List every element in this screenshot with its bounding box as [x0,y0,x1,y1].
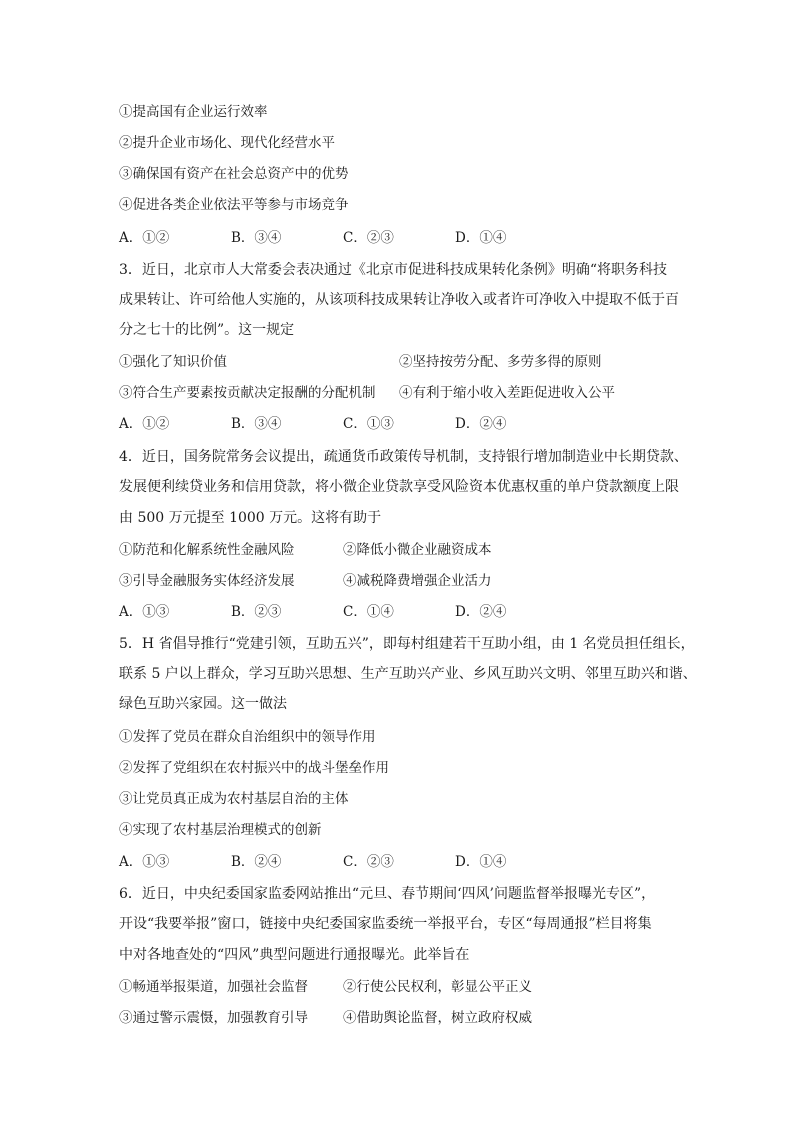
option-b: B．②④ [231,854,282,870]
q6-item-1: ①畅通举报渠道，加强社会监督 [119,979,308,995]
q3-stem-line-3: 分之七十的比例”。这一规定 [119,322,295,338]
option-a: A．①③ [119,854,170,870]
q6-item-3: ③通过警示震慑，加强教育引导 [119,1010,308,1026]
q5-item-2: ②发挥了党组织在农村振兴中的战斗堡垒作用 [119,760,389,776]
option-c: C．②③ [343,230,394,246]
q5-stem-line-2: 联系 5 户以上群众，学习互助兴思想、生产互助兴产业、乡风互助兴文明、邻里互助兴和谐、 [119,666,697,682]
option-b: B．③④ [231,416,282,432]
option-c: C．②③ [343,854,394,870]
q4-item-1: ①防范和化解系统性金融风险 [119,542,295,558]
q3-stem-line-2: 成果转让、许可给他人实施的，从该项科技成果转让净收入或者许可净收入中提取不低于百 [119,292,679,308]
q4-stem-line-3: 由 500 万元提至 1000 万元。这将有助于 [119,510,382,526]
q4-item-2: ②降低小微企业融资成本 [343,542,492,558]
q5-item-1: ①发挥了党员在群众自治组织中的领导作用 [119,729,376,745]
q5-item-4: ④实现了农村基层治理模式的创新 [119,822,322,838]
q6-item-4: ④借助舆论监督，树立政府权威 [343,1010,532,1026]
q3-options [119,414,679,434]
q4-options [119,602,679,622]
q6-stem-line-2: 开设“我要举报”窗口，链接中央纪委国家监委统一举报平台，专区“每周通报”栏目将集 [119,916,652,932]
q3-item-1: ①强化了知识价值 [119,354,227,370]
option-a: A．①② [119,416,170,432]
q5-options [119,852,679,872]
option-a: A．①③ [119,604,170,620]
option-d: D．①④ [455,230,507,246]
q3-item-4: ④有利于缩小收入差距促进收入公平 [399,385,615,401]
q2-item-4: ④促进各类企业依法平等参与市场竞争 [119,197,349,213]
option-c: C．①④ [343,604,394,620]
option-b: B．③④ [231,230,282,246]
option-b: B．②③ [231,604,282,620]
q2-options [119,228,679,248]
q2-item-3: ③确保国有资产在社会总资产中的优势 [119,166,349,182]
q6-item-2: ②行使公民权利，彰显公平正义 [343,979,532,995]
q6-stem-line-1: 6．近日，中央纪委国家监委网站推出“元旦、春节期间‘四风’问题监督举报曝光专区”， [119,886,656,902]
option-d: D．②④ [455,416,507,432]
q3-item-3: ③符合生产要素按贡献决定报酬的分配机制 [119,385,376,401]
option-a: A．①② [119,230,170,246]
q3-item-2: ②坚持按劳分配、多劳多得的原则 [399,354,602,370]
q6-stem-line-3: 中对各地查处的“四风”典型问题进行通报曝光。此举旨在 [119,947,470,963]
q5-stem-line-3: 绿色互助兴家园。这一做法 [119,696,287,712]
q5-item-3: ③让党员真正成为农村基层自治的主体 [119,791,349,807]
q4-item-4: ④减税降费增强企业活力 [343,573,492,589]
q3-stem-line-1: 3．近日，北京市人大常委会表决通过《北京市促进科技成果转化条例》明确“将职务科技 [119,262,668,278]
q2-item-2: ②提升企业市场化、现代化经营水平 [119,135,335,151]
q2-item-1: ①提高国有企业运行效率 [119,104,268,120]
q4-item-3: ③引导金融服务实体经济发展 [119,573,295,589]
q4-stem-line-2: 发展便利续贷业务和信用贷款，将小微企业贷款享受风险资本优惠权重的单户贷款额度上限 [119,479,679,495]
option-c: C．①③ [343,416,394,432]
q5-stem-line-1: 5．H 省倡导推行“党建引领，互助五兴”，即每村组建若干互助小组，由 1 名党员担任组长， [119,636,695,652]
option-d: D．①④ [455,854,507,870]
q4-stem-line-1: 4．近日，国务院常务会议提出，疏通货币政策传导机制，支持银行增加制造业中长期贷款、 [119,449,688,465]
option-d: D．②④ [455,604,507,620]
